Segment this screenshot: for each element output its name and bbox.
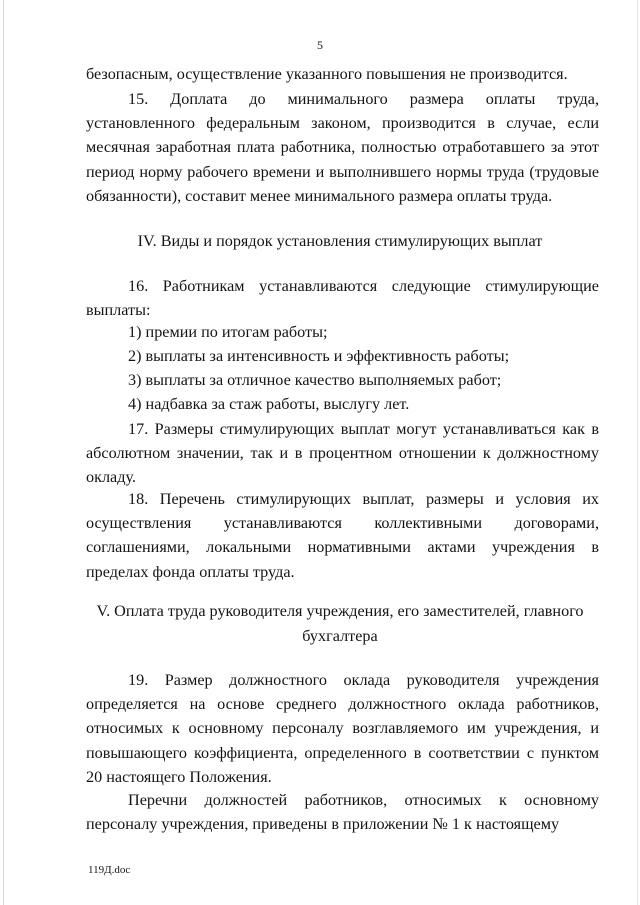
paragraph-continuation: безопасным, осуществление указанного повышения не производится. [86, 65, 568, 83]
paragraph-18: 18. Перечень стимулирующих выплат, размеры и условия их осуществления устанавливаются коллективными договорами, соглашениями, локальными нормативными актами учреждения в пределах фонда оплаты труда. [86, 490, 599, 581]
paragraph-19: 19. Размер должностного оклада руководителя учреждения определяется на основе среднего должностного оклада работников, относимых к основному персоналу возглавляемого им учреждения, и повышающего коэффициента, определенного в соответствии с пунктом 20 настоящего Положения. [86, 671, 599, 786]
scan-edge-left [3, 0, 4, 905]
list-item-2: 2) выплаты за интенсивность и эффективность работы; [128, 347, 510, 365]
paragraph-16: 16. Работникам устанавливаются следующие стимулирующие выплаты: [86, 277, 599, 320]
paragraph-17: 17. Размеры стимулирующих выплат могут устанавливаться как в абсолютном значении, так и в процентном отношении к должностному окладу. [86, 420, 599, 487]
scan-edge-right [637, 0, 638, 905]
section-5-heading-line-2: бухгалтера [302, 627, 378, 645]
paragraph-15: 15. Доплата до минимального размера оплаты труда, установленного федеральным законом, производится в случае, если месячная заработная плата работника, полностью отработавшего за этот период норму рабочего времени и выполнившего нормы труда (трудовые обязанности), составит менее минимального размера оплаты труда. [86, 90, 599, 205]
page-number: 5 [317, 38, 323, 52]
list-item-4: 4) надбавка за стаж работы, выслугу лет. [128, 395, 410, 413]
section-4-heading: IV. Виды и порядок установления стимулирующих выплат [137, 232, 543, 250]
paragraph-19-continuation: Перечни должностей работников, относимых к основному персоналу учреждения, приведены в приложении № 1 к настоящему [86, 791, 599, 834]
file-name-footer: 119Д.doc [88, 864, 131, 876]
list-item-3: 3) выплаты за отличное качество выполняемых работ; [128, 371, 502, 389]
section-5-heading-line-1: V. Оплата труда руководителя учреждения, его заместителей, главного [96, 602, 584, 620]
list-item-1: 1) премии по итогам работы; [128, 323, 328, 341]
